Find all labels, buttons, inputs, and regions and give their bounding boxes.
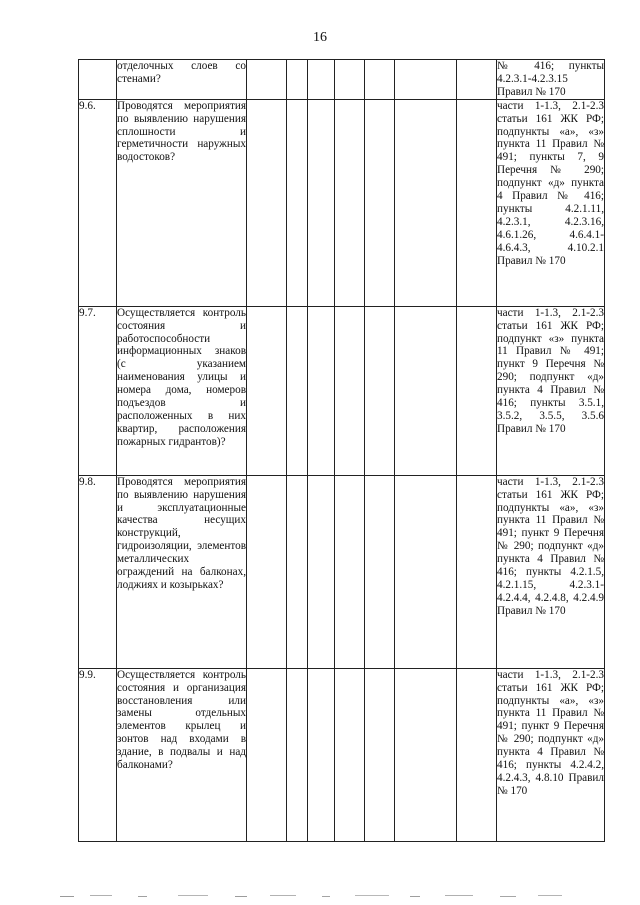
row-legal-reference: части 1-1.3, 2.1-2.3 статьи 161 ЖК РФ; подпункт «з» пункта 11 Правил № 491; пункт 9 Перечня № 290; подпункт «д» пункта 4 Правил № 416; пункты 3.5.1, 3.5.2, 3.5.5, 3.5.6 Правил № 170 <box>497 306 605 475</box>
row-number: 9.9. <box>79 668 117 841</box>
answer-cell-blank-4[interactable] <box>457 306 497 475</box>
answer-cell-blank-4[interactable] <box>457 99 497 306</box>
answer-cell-no[interactable] <box>287 306 308 475</box>
answer-cell-blank-3[interactable] <box>395 668 457 841</box>
answer-cell-blank-1[interactable] <box>335 99 365 306</box>
row-legal-reference: части 1-1.3, 2.1-2.3 статьи 161 ЖК РФ; подпункты «а», «з» пункта 11 Правил № 491; пункт 9 Перечня № 290; подпункт «д» пункта 4 Правил № 416; пункты 4.2.1.5, 4.2.1.15, 4.2.3.1-4.2.4.4, 4.2.4.8, 4.2.4.9 Правил № 170 <box>497 475 605 668</box>
answer-cell-no[interactable] <box>287 475 308 668</box>
answer-cell-yes[interactable] <box>247 60 287 100</box>
row-legal-reference: части 1-1.3, 2.1-2.3 статьи 161 ЖК РФ; подпункты «а», «з» пункта 11 Правил № 491; пункт 9 Перечня № 290; подпункт «д» пункта 4 Правил № 416; пункты 4.2.4.2, 4.2.4.3, 4.8.10 Правил № 170 <box>497 668 605 841</box>
table-row <box>79 99 605 306</box>
table-row <box>79 306 605 475</box>
answer-cell-blank-2[interactable] <box>365 60 395 100</box>
answer-cell-blank-2[interactable] <box>365 99 395 306</box>
answer-cell-not-applicable[interactable] <box>308 99 335 306</box>
answer-cell-blank-4[interactable] <box>457 475 497 668</box>
answer-cell-yes[interactable] <box>247 306 287 475</box>
row-legal-reference: части 1-1.3, 2.1-2.3 статьи 161 ЖК РФ; подпункты «а», «з» пункта 11 Правил № 491; пункты 7, 9 Перечня № 290; подпункт «д» пункта 4 Правил № 416; пункты 4.2.1.11, 4.2.3.1, 4.2.3.16, 4.6.1.26, 4.6.4.1-4.6.4.3, 4.10.2.1 Правил № 170 <box>497 99 605 306</box>
row-number: 9.6. <box>79 99 117 306</box>
answer-cell-blank-1[interactable] <box>335 668 365 841</box>
answer-cell-blank-1[interactable] <box>335 306 365 475</box>
answer-cell-blank-4[interactable] <box>457 60 497 100</box>
answer-cell-no[interactable] <box>287 99 308 306</box>
answer-cell-blank-3[interactable] <box>395 475 457 668</box>
answer-cell-not-applicable[interactable] <box>308 306 335 475</box>
answer-cell-no[interactable] <box>287 668 308 841</box>
answer-cell-blank-2[interactable] <box>365 668 395 841</box>
answer-cell-yes[interactable] <box>247 475 287 668</box>
answer-cell-yes[interactable] <box>247 668 287 841</box>
row-question: отделочных слоев со стенами? <box>117 60 247 100</box>
row-question: Проводятся мероприятия по выявлению нарушения и эксплуатационные качества несущих конструкций, гидроизоляции, элементов металлических ограждений на балконах, лоджиях и козырьках? <box>117 475 247 668</box>
inspection-checklist-table <box>78 59 605 842</box>
row-question: Проводятся мероприятия по выявлению нарушения сплошности и герметичности наружных водостоков? <box>117 99 247 306</box>
table-row <box>79 668 605 841</box>
row-number: 9.7. <box>79 306 117 475</box>
answer-cell-no[interactable] <box>287 60 308 100</box>
answer-cell-blank-2[interactable] <box>365 306 395 475</box>
scan-noise-marks <box>60 893 580 899</box>
answer-cell-not-applicable[interactable] <box>308 60 335 100</box>
row-number <box>79 60 117 100</box>
table-row <box>79 60 605 100</box>
answer-cell-blank-1[interactable] <box>335 475 365 668</box>
answer-cell-blank-1[interactable] <box>335 60 365 100</box>
table-row <box>79 475 605 668</box>
row-question: Осуществляется контроль состояния и организация восстановления или замены отдельных элементов крылец и зонтов над входами в здание, в подвалы и над балконами? <box>117 668 247 841</box>
answer-cell-blank-3[interactable] <box>395 99 457 306</box>
answer-cell-blank-4[interactable] <box>457 668 497 841</box>
row-legal-reference: № 416; пункты 4.2.3.1-4.2.3.15 Правил № 170 <box>497 60 604 98</box>
answer-cell-blank-3[interactable] <box>395 60 457 100</box>
answer-cell-not-applicable[interactable] <box>308 668 335 841</box>
answer-cell-not-applicable[interactable] <box>308 475 335 668</box>
row-number: 9.8. <box>79 475 117 668</box>
page-number: 16 <box>313 30 327 45</box>
answer-cell-blank-3[interactable] <box>395 306 457 475</box>
answer-cell-yes[interactable] <box>247 99 287 306</box>
row-question: Осуществляется контроль состояния и работоспособности информационных знаков (с указанием наименования улицы и номера дома, номеров подъездов и расположенных в них квартир, расположения пожарных гидрантов)? <box>117 306 247 475</box>
answer-cell-blank-2[interactable] <box>365 475 395 668</box>
